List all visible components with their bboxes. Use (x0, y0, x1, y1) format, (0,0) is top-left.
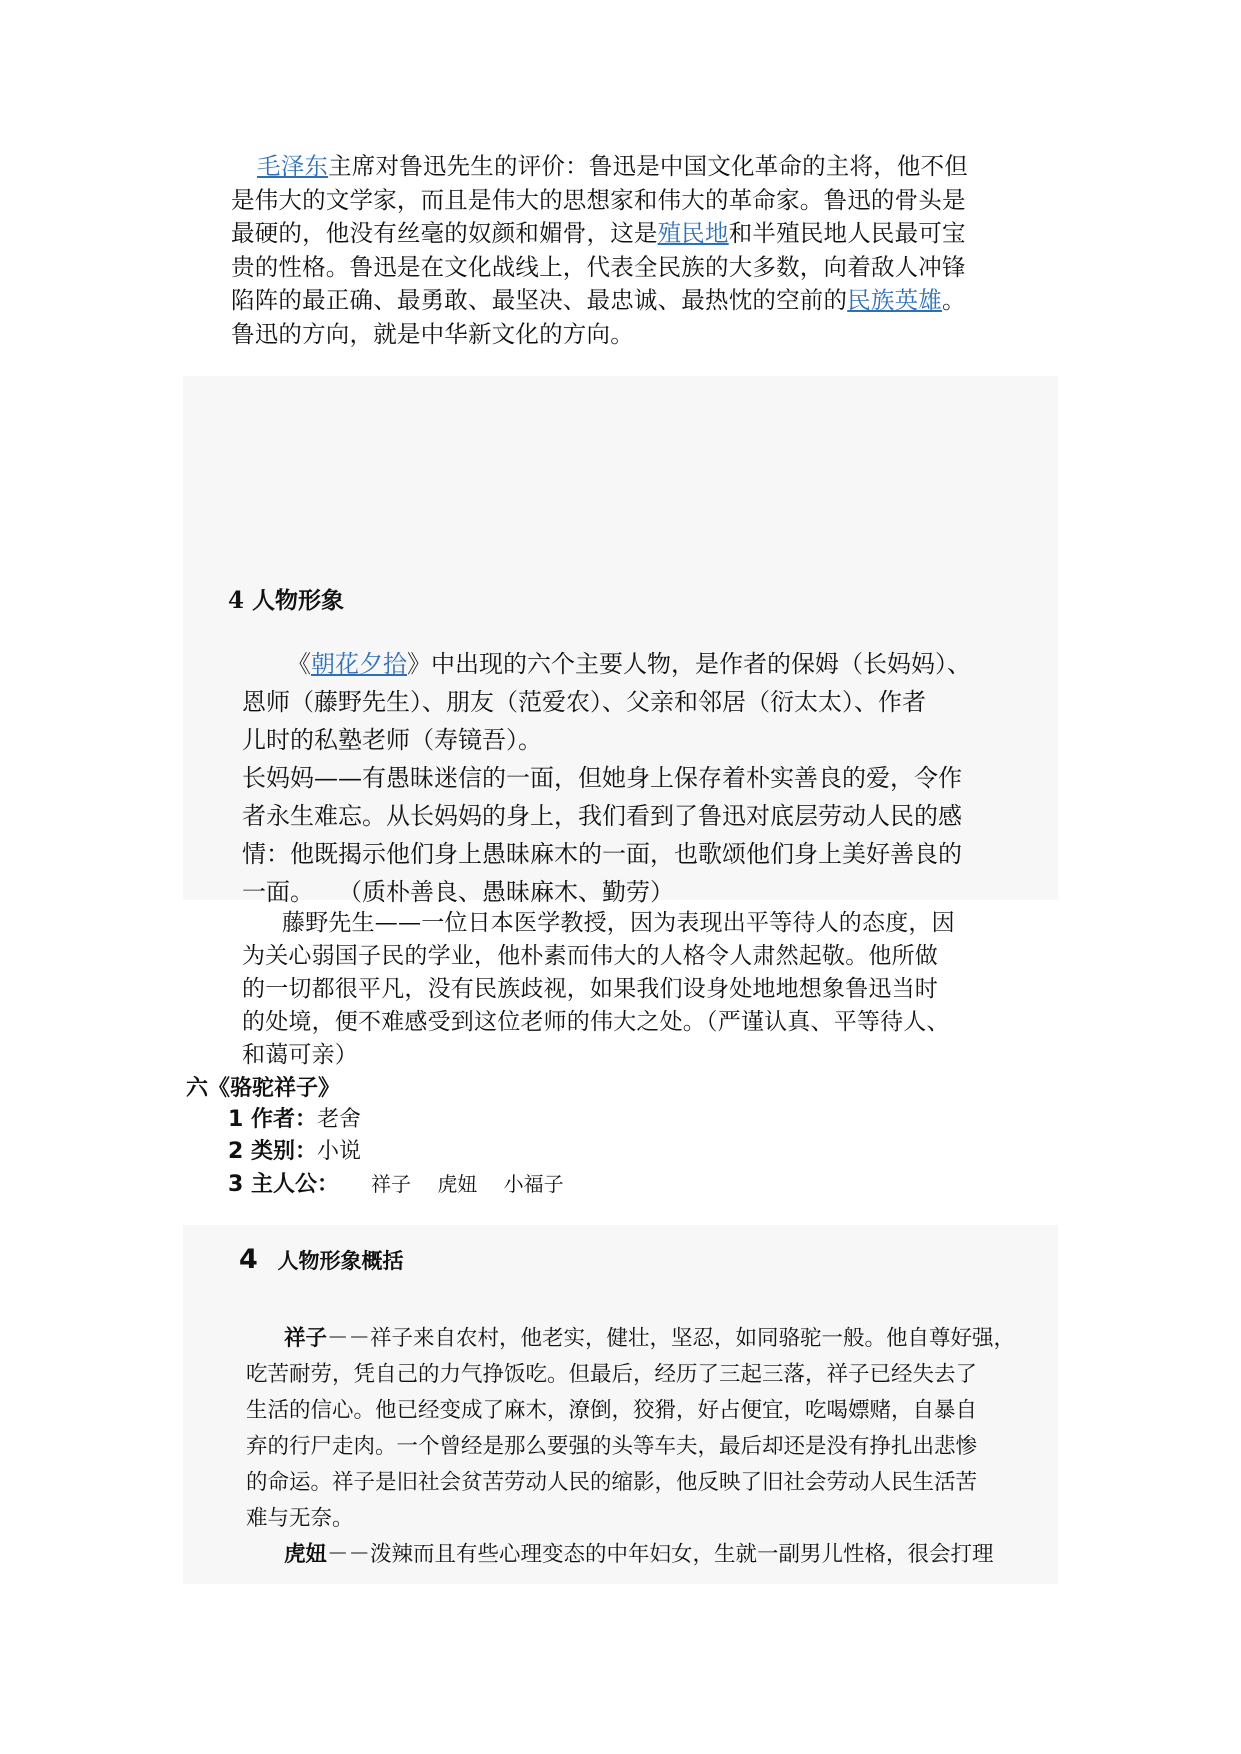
link-mao-zedong[interactable]: 毛泽东 (257, 152, 329, 180)
luotuo-title: 六《骆驼祥子》 (186, 1076, 341, 1101)
intro-line-3a: 最硬的，他没有丝毫的奴颜和媚骨，这是 (231, 219, 658, 247)
author-label: 1 作者： (228, 1107, 317, 1132)
intro-paragraph (231, 150, 968, 351)
luotuo-info (228, 1104, 564, 1201)
intro-line-3b: 和半殖民地人民最可宝 (728, 219, 966, 247)
characters-heading-text: 人物形象概括 (277, 1249, 404, 1273)
intro-line-6: 鲁迅的方向，就是中华新文化的方向。 (231, 319, 634, 348)
xiangzi-paragraph (246, 1321, 1015, 1573)
xiangzi-name: 祥子 (284, 1326, 328, 1351)
chaohua-p2-line-2: 者永生难忘。从长妈妈的身上，我们看到了鲁迅对底层劳动人民的感 (242, 802, 962, 830)
author-value: 老舍 (316, 1107, 361, 1132)
chaohua-p2-line-3: 情：他既揭示他们身上愚昧麻木的一面，也歌颂他们身上美好善良的 (242, 840, 962, 868)
link-national-hero[interactable]: 民族英雄 (847, 286, 943, 314)
intro-line-5b: 。 (942, 286, 966, 314)
chaohua-p1-line-3: 儿时的私塾老师（寿镜吾）。 (242, 726, 542, 754)
genre-value: 小说 (316, 1139, 361, 1164)
xiangzi-line-6: 难与无奈。 (246, 1506, 354, 1531)
chaohua-paragraph (242, 645, 971, 911)
huniu-line-1: －－泼辣而且有些心理变态的中年妇女，生就一副男儿性格，很会打理 (327, 1542, 994, 1567)
chaohua-p1-open: 《 (287, 650, 311, 678)
xiangzi-line-5: 的命运。祥子是旧社会贫苦劳动人民的缩影，他反映了旧社会劳动人民生活苦 (246, 1470, 978, 1495)
chaohua-p2-line-1: 长妈妈——有愚昧迷信的一面，但她身上保存着朴实善良的爱，令作 (242, 764, 962, 792)
tengye-line-2: 为关心弱国子民的学业，他朴素而伟大的人格令人肃然起敬。他所做 (242, 943, 938, 969)
characters-heading (239, 1244, 403, 1275)
link-colony[interactable]: 殖民地 (657, 219, 729, 247)
intro-line-5a: 陷阵的最正确、最勇敢、最坚决、最忠诚、最热忱的空前的 (231, 286, 848, 314)
link-chaohua-xishi[interactable]: 朝花夕拾 (311, 650, 407, 678)
tengye-line-4: 的处境，便不难感受到这位老师的伟大之处。（严谨认真、平等待人、 (242, 1009, 950, 1035)
chaohua-heading: 4 人物形象 (228, 587, 345, 614)
intro-line-4: 贵的性格。鲁迅是在文化战线上，代表全民族的大多数，向着敌人冲锋 (231, 252, 966, 281)
xiangzi-line-1: －－祥子来自农村，他老实，健壮，坚忍，如同骆驼一般。他自尊好强， (327, 1326, 1016, 1351)
huniu-name: 虎妞 (284, 1542, 328, 1567)
intro-line-2: 是伟大的文学家，而且是伟大的思想家和伟大的革命家。鲁迅的骨头是 (231, 185, 966, 214)
protagonists-value: 祥子 虎妞 小福子 (370, 1172, 564, 1196)
xiangzi-line-3: 生活的信心。他已经变成了麻木，潦倒，狡猾，好占便宜，吃喝嫖赌，自暴自 (246, 1398, 978, 1423)
tengye-line-3: 的一切都很平凡，没有民族歧视，如果我们设身处地地想象鲁迅当时 (242, 976, 938, 1002)
intro-line-1: 主席对鲁迅先生的评价：鲁迅是中国文化革命的主将，他不但 (328, 152, 969, 180)
tengye-line-5: 和蔼可亲） (242, 1042, 358, 1068)
xiangzi-line-2: 吃苦耐劳，凭自己的力气挣饭吃。但最后，经历了三起三落，祥子已经失去了 (246, 1362, 978, 1387)
chaohua-p2-line-4: 一面。 （质朴善良、愚昧麻木、勤劳） (242, 878, 674, 906)
chaohua-p1-rest: 》中出现的六个主要人物，是作者的保姆（长妈妈）、 (407, 650, 971, 678)
chaohua-p1-line-2: 恩师（藤野先生）、朋友（范爱农）、父亲和邻居（衍太太）、作者 (242, 688, 926, 716)
tengye-line-1: 藤野先生——一位日本医学教授，因为表现出平等待人的态度，因 (282, 910, 955, 936)
genre-label: 2 类别： (228, 1139, 317, 1164)
protagonists-label: 3 主人公： (228, 1172, 339, 1197)
tengye-paragraph (242, 907, 955, 1072)
xiangzi-line-4: 弃的行尸走肉。一个曾经是那么要强的头等车夫，最后却还是没有挣扎出悲惨 (246, 1434, 978, 1459)
characters-heading-number: 4 (239, 1244, 258, 1275)
